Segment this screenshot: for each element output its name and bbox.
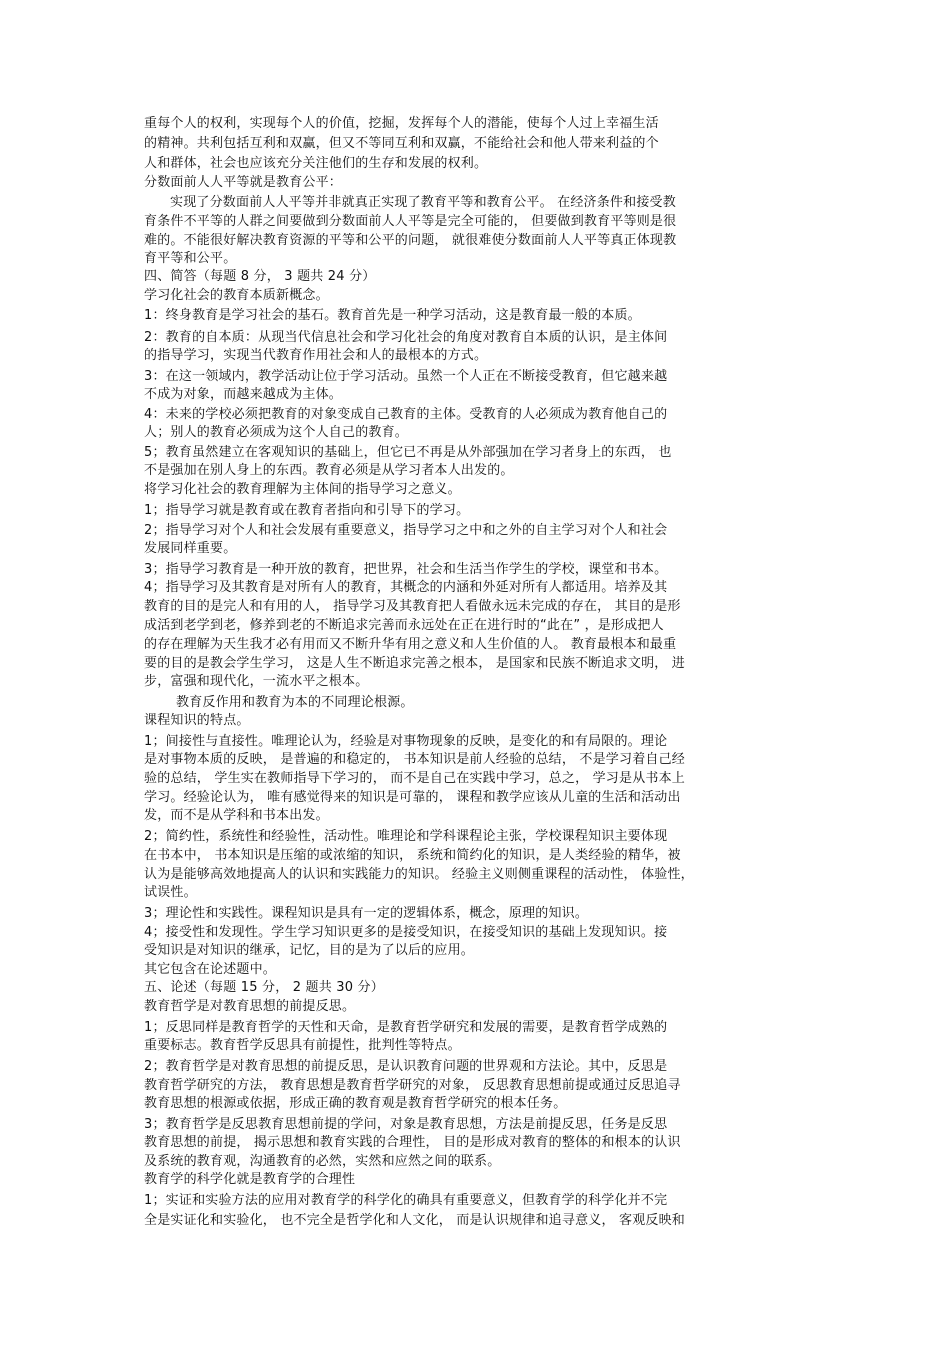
text-line: 人；别人的教育必须成为这个人自己的教育。: [144, 425, 409, 440]
text-line: 的存在理解为天生我才必有用而又不断升华有用之意义和人生价值的人。 教育最根本和最重: [144, 637, 677, 652]
text-line: 的指导学习，实现当代教育作用社会和人的最根本的方式。: [144, 348, 488, 363]
text-line: 成活到老学到老，修养到老的不断追求完善而永远处在正在进行时的“此在” ，是形成把人: [144, 618, 664, 633]
text-line: 4；接受性和发现性。学生学习知识更多的是接受知识，在接受知识的基础上发现知识。接: [144, 925, 668, 940]
text-line: 2：教育的自本质：从现当代信息社会和学习化社会的角度对教育自本质的认识，是主体间: [144, 330, 668, 345]
text-line: 4；指导学习及其教育是对所有人的教育，其概念的内涵和外延对所有人都适用。培养及其: [144, 580, 668, 595]
text-line: 2；指导学习对个人和社会发展有重要意义，指导学习之中和之外的自主学习对个人和社会: [144, 523, 668, 538]
text-line: 1；实证和实验方法的应用对教育学的科学化的确具有重要意义，但教育学的科学化并不完: [144, 1193, 668, 1208]
text-line: 4：未来的学校必须把教育的对象变成自己教育的主体。受教育的人必须成为教育他自己的: [144, 407, 668, 422]
text-line: 1；反思同样是教育哲学的天性和天命，是教育哲学研究和发展的需要，是教育哲学成熟的: [144, 1020, 668, 1035]
text-line: 5；教育虽然建立在客观知识的基础上，但它已不再是从外部强加在学习者身上的东西， 也: [144, 445, 672, 460]
text-line: 不是强加在别人身上的东西。教育必须是从学习者本人出发的。: [144, 463, 514, 478]
text-line: 难的。不能很好解决教育资源的平等和公平的问题， 就很难使分数面前人人平等真正体现教: [144, 233, 677, 248]
text-line: 育平等和公平。: [144, 251, 237, 266]
text-line: 3：在这一领域内，教学活动让位于学习活动。虽然一个人正在不断接受教育，但它越来越: [144, 369, 668, 384]
question-title: 教育哲学是对教育思想的前提反思。: [144, 999, 356, 1014]
section-heading: 五、论述（每题 15 分， 2 题共 30 分）: [144, 980, 384, 995]
text-line: 步，富强和现代化，一流水平之根本。: [144, 674, 369, 689]
text-line: 受知识是对知识的继承，记忆，目的是为了以后的应用。: [144, 943, 475, 958]
text-line: 分数面前人人平等就是教育公平：: [144, 175, 343, 190]
text-line: 1；指导学习就是教育或在教育者指向和引导下的学习。: [144, 503, 470, 518]
text-line: 教育思想的根源或依据，形成正确的教育观是教育哲学研究的根本任务。: [144, 1096, 567, 1111]
text-line: 教育哲学研究的方法， 教育思想是教育哲学研究的对象， 反思教育思想前提或通过反思追寻: [144, 1078, 681, 1093]
text-line: 要的目的是教会学生学习， 这是人生不断追求完善之根本， 是国家和民族不断追求文明， 进: [144, 656, 685, 671]
text-line: 其它包含在论述题中。: [144, 962, 277, 977]
text-line: 人和群体，社会也应该充分关注他们的生存和发展的权利。: [144, 156, 488, 171]
text-line: 及系统的教育观，沟通教育的必然，实然和应然之间的联系。: [144, 1154, 501, 1169]
text-line: 1；间接性与直接性。唯理论认为，经验是对事物现象的反映，是变化的和有局限的。理论: [144, 734, 668, 749]
text-line: 学习。经验论认为， 唯有感觉得来的知识是可靠的， 课程和教学应该从儿童的生活和活动出: [144, 790, 681, 805]
text-line: 3；指导学习教育是一种开放的教育，把世界，社会和生活当作学生的学校，课堂和书本。: [144, 562, 668, 577]
text-line: 在书本中， 书本知识是压缩的或浓缩的知识， 系统和简约化的知识，是人类经验的精华，被: [144, 848, 681, 863]
text-line: 育条件不平等的人群之间要做到分数面前人人平等是完全可能的， 但要做到教育平等则是很: [144, 214, 677, 229]
text-line: 实现了分数面前人人平等并非就真正实现了教育平等和教育公平。 在经济条件和接受教: [170, 195, 676, 210]
text-line: 发展同样重要。: [144, 541, 237, 556]
text-line: 全是实证化和实验化， 也不完全是哲学化和人文化， 而是认识规律和追寻意义， 客观反映和: [144, 1213, 685, 1228]
text-line: 1：终身教育是学习社会的基石。教育首先是一种学习活动，这是教育最一般的本质。: [144, 308, 641, 323]
text-line: 验的总结， 学生实在教师指导下学习的， 而不是自己在实践中学习，总之， 学习是从书本上: [144, 771, 685, 786]
text-line: 3；理论性和实践性。课程知识是具有一定的逻辑体系，概念，原理的知识。: [144, 906, 589, 921]
text-line: 教育的目的是完人和有用的人， 指导学习及其教育把人看做永远未完成的存在， 其目的是形: [144, 599, 681, 614]
text-line: 发，而不是从学科和书本出发。: [144, 808, 329, 823]
question-title: 将学习化社会的教育理解为主体间的指导学习之意义。: [144, 482, 461, 497]
text-line: 的精神。共利包括互利和双赢，但又不等同互利和双赢，不能给社会和他人带来利益的个: [144, 136, 659, 151]
text-line: 3；教育哲学是反思教育思想前提的学问，对象是教育思想，方法是前提反思，任务是反思: [144, 1117, 668, 1132]
text-line: 认为是能够高效地提高人的认识和实践能力的知识。 经验主义则侧重课程的活动性， 体验性，: [144, 867, 694, 882]
text-line: 2；教育哲学是对教育思想的前提反思，是认识教育问题的世界观和方法论。其中，反思是: [144, 1059, 668, 1074]
text-line: 重每个人的权利，实现每个人的价值，挖掘，发挥每个人的潜能，使每个人过上幸福生活: [144, 116, 659, 131]
question-title: 课程知识的特点。: [144, 713, 250, 728]
question-title: 教育学的科学化就是教育学的合理性: [144, 1172, 356, 1187]
text-line: 2；简约性，系统性和经验性，活动性。唯理论和学科课程论主张，学校课程知识主要体现: [144, 829, 668, 844]
text-line: 试误性。: [144, 885, 197, 900]
text-line: 重要标志。教育哲学反思具有前提性，批判性等特点。: [144, 1038, 461, 1053]
text-line: 不成为对象，而越来越成为主体。: [144, 387, 343, 402]
question-title: 学习化社会的教育本质新概念。: [144, 288, 329, 303]
section-heading: 四、简答（每题 8 分， 3 题共 24 分）: [144, 269, 376, 284]
text-line: 是对事物本质的反映， 是普遍的和稳定的， 书本知识是前人经验的总结， 不是学习着自己经: [144, 752, 685, 767]
text-line: 教育思想的前提， 揭示思想和教育实践的合理性， 目的是形成对教育的整体的和根本的认识: [144, 1135, 681, 1150]
question-title: 教育反作用和教育为本的不同理论根源。: [176, 695, 414, 710]
